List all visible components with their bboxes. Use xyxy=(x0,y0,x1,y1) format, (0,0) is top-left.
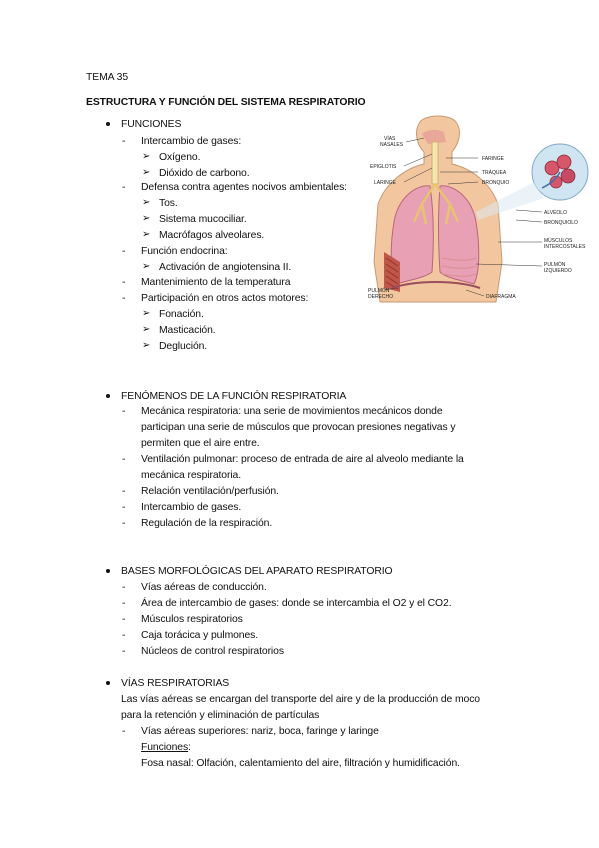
list-subitem: Fonación. xyxy=(159,309,204,320)
arrow-bullet-icon: ➢ xyxy=(142,213,151,224)
label-alveolo: ALVÉOLO xyxy=(544,210,567,216)
funciones-label: Funciones xyxy=(141,742,189,753)
label-pulmon-izquierdo: IZQUIERDO xyxy=(544,268,572,274)
label-vias-nasales: VÍAS xyxy=(384,136,396,142)
section-heading-fenomenos: FENÓMENOS DE LA FUNCIÓN RESPIRATORIA xyxy=(121,391,347,402)
dash: - xyxy=(122,646,126,657)
arrow-bullet-icon: ➢ xyxy=(142,324,151,335)
paragraph-line: para la retención y eliminación de partículas xyxy=(121,710,320,721)
document-title: ESTRUCTURA Y FUNCIÓN DEL SISTEMA RESPIRATORIO xyxy=(86,97,366,108)
funciones-colon: : xyxy=(188,742,191,753)
label-pulmon-derecho: PULMÓN xyxy=(368,288,390,294)
list-item: Intercambio de gases. xyxy=(141,502,242,513)
dash: - xyxy=(122,182,126,193)
dash: - xyxy=(122,277,126,288)
list-subitem: Dióxido de carbono. xyxy=(159,168,250,179)
topic-number: TEMA 35 xyxy=(86,72,129,83)
dash: - xyxy=(122,582,126,593)
label-epiglotis: EPIGLOTIS xyxy=(370,164,397,170)
section-heading-bases: BASES MORFOLÓGICAS DEL APARATO RESPIRATORIO xyxy=(121,566,393,577)
arrow-bullet-icon: ➢ xyxy=(142,308,151,319)
label-pulmon-derecho: DERECHO xyxy=(368,294,394,300)
list-item: Área de intercambio de gases: donde se intercambia el O2 y el CO2. xyxy=(141,598,452,609)
dash: - xyxy=(122,246,126,257)
arrow-bullet-icon: ➢ xyxy=(142,229,151,240)
dash: - xyxy=(122,136,126,147)
list-item: Vías aéreas superiores: nariz, boca, faringe y laringe xyxy=(141,726,379,737)
bullet xyxy=(106,394,110,398)
list-subitem: Oxígeno. xyxy=(159,152,201,163)
label-intercostales: INTERCOSTALES xyxy=(544,244,586,250)
label-vias-nasales: NASALES xyxy=(380,142,404,148)
label-musculos: MÚSCULOS xyxy=(544,238,573,244)
trachea xyxy=(432,142,438,184)
label-laringe: LARINGE xyxy=(374,180,396,186)
arrow-bullet-icon: ➢ xyxy=(142,340,151,351)
list-subitem: Sistema mucociliar. xyxy=(159,214,247,225)
label-bronquiolo: BRONQUIOLO xyxy=(544,220,578,226)
label-faringe: FARINGE xyxy=(482,156,504,162)
dash: - xyxy=(122,726,126,737)
arrow-bullet-icon: ➢ xyxy=(142,197,151,208)
subheading-funciones xyxy=(141,741,191,754)
dash: - xyxy=(122,454,126,465)
paragraph-line: permiten que el aire entre. xyxy=(141,438,260,449)
label-bronquio: BRONQUIO xyxy=(482,180,510,186)
paragraph-line: Fosa nasal: Olfación, calentamiento del aire, filtración y humidificación. xyxy=(141,758,460,769)
list-item: Regulación de la respiración. xyxy=(141,518,273,529)
paragraph-line: Mecánica respiratoria: una serie de movimientos mecánicos donde xyxy=(141,406,443,417)
label-pulmon-izquierdo: PULMÓN xyxy=(544,262,566,268)
bullet xyxy=(106,569,110,573)
dash: - xyxy=(122,293,126,304)
list-item: Mantenimiento de la temperatura xyxy=(141,277,291,288)
dash: - xyxy=(122,406,126,417)
bullet xyxy=(106,681,110,685)
bullet xyxy=(106,122,110,126)
dash: - xyxy=(122,502,126,513)
arrow-bullet-icon: ➢ xyxy=(142,261,151,272)
dash: - xyxy=(122,598,126,609)
list-subitem: Deglución. xyxy=(159,341,208,352)
paragraph-line: participan una serie de músculos que provocan presiones negativas y xyxy=(141,422,456,433)
list-item: Vías aéreas de conducción. xyxy=(141,582,267,593)
label-traquea: TRÁQUEA xyxy=(482,170,507,176)
respiratory-system-illustration xyxy=(366,112,594,308)
section-heading-vias: VÍAS RESPIRATORIAS xyxy=(121,678,230,689)
list-item: Participación en otros actos motores: xyxy=(141,293,309,304)
list-subitem: Masticación. xyxy=(159,325,216,336)
dash: - xyxy=(122,518,126,529)
paragraph-line: mecánica respiratoria. xyxy=(141,470,242,481)
arrow-bullet-icon: ➢ xyxy=(142,167,151,178)
list-subitem: Activación de angiotensina II. xyxy=(159,262,292,273)
dash: - xyxy=(122,630,126,641)
dash: - xyxy=(122,614,126,625)
paragraph-line: Las vías aéreas se encargan del transporte del aire y de la producción de moco xyxy=(121,694,480,705)
list-item: Defensa contra agentes nocivos ambientales: xyxy=(141,182,347,193)
list-item: Núcleos de control respiratorios xyxy=(141,646,284,657)
section-heading-funciones: FUNCIONES xyxy=(121,119,182,130)
respiratory-diagram xyxy=(366,112,594,308)
dash: - xyxy=(122,486,126,497)
list-item: Relación ventilación/perfusión. xyxy=(141,486,279,497)
arrow-bullet-icon: ➢ xyxy=(142,151,151,162)
list-item: Función endocrina: xyxy=(141,246,228,257)
list-item: Intercambio de gases: xyxy=(141,136,242,147)
list-item: Caja torácica y pulmones. xyxy=(141,630,259,641)
paragraph-line: Ventilación pulmonar: proceso de entrada de aire al alveolo mediante la xyxy=(141,454,464,465)
list-item: Músculos respiratorios xyxy=(141,614,243,625)
label-diafragma: DIAFRAGMA xyxy=(486,294,516,300)
list-subitem: Macrófagos alveolares. xyxy=(159,230,265,241)
list-subitem: Tos. xyxy=(159,198,178,209)
